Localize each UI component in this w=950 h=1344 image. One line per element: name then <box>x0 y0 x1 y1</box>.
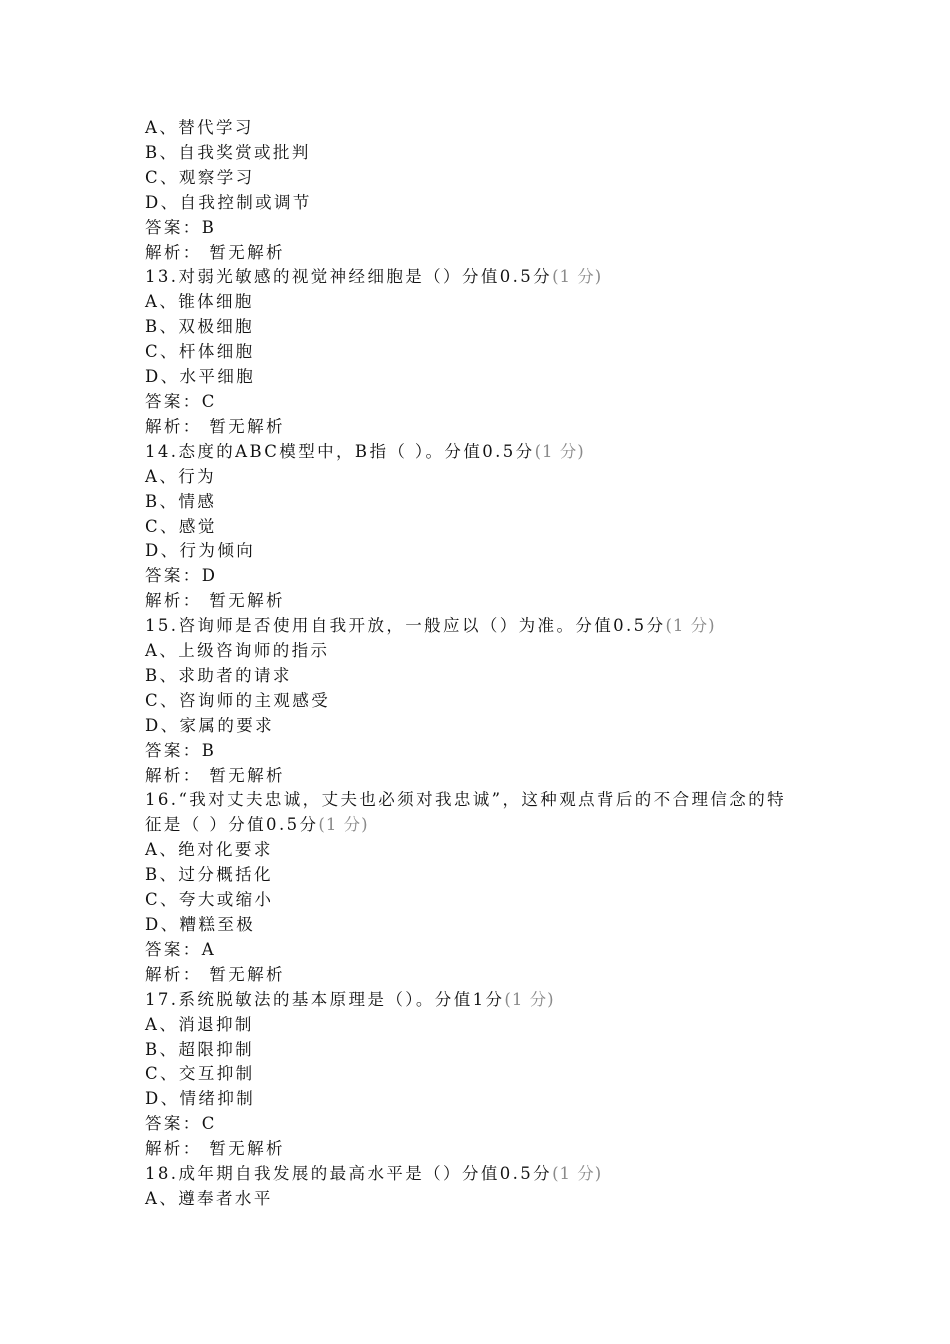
stem-text: 征是（ ）分值0.5分 <box>145 815 319 835</box>
score-label: (1 分) <box>534 441 585 461</box>
option-d: D、行为倾向 <box>145 541 256 561</box>
option-a: A、绝对化要求 <box>145 840 273 860</box>
answer: 答案：B <box>145 217 217 237</box>
option-b: B、超限抑制 <box>145 1039 255 1059</box>
score-label: (1 分) <box>504 989 555 1009</box>
question-15 <box>145 614 825 788</box>
option-a: A、行为 <box>145 466 217 486</box>
option-c: C、交互抑制 <box>145 1064 255 1084</box>
analysis: 解析： 暂无解析 <box>145 242 285 262</box>
question-stem <box>145 440 825 465</box>
question-stem <box>145 614 825 639</box>
score-label: (1 分) <box>552 1164 603 1184</box>
option-d: D、自我控制或调节 <box>145 192 312 212</box>
analysis: 解析： 暂无解析 <box>145 765 285 785</box>
option-a: A、遵奉者水平 <box>145 1188 273 1208</box>
analysis: 解析： 暂无解析 <box>145 1139 285 1159</box>
stem-text: 18.成年期自我发展的最高水平是（）分值0.5分 <box>145 1164 553 1184</box>
option-c: C、观察学习 <box>145 167 255 187</box>
option-c: C、杆体细胞 <box>145 342 255 362</box>
question-18 <box>145 1162 825 1212</box>
question-12 <box>145 116 825 265</box>
option-a: A、锥体细胞 <box>145 292 254 312</box>
score-label: (1 分) <box>665 616 716 636</box>
option-b: B、自我奖赏或批判 <box>145 142 311 162</box>
option-c: C、感觉 <box>145 516 217 536</box>
analysis: 解析： 暂无解析 <box>145 591 285 611</box>
question-stem-line-1: 16.“我对丈夫忠诚，丈夫也必须对我忠诚”，这种观点背后的不合理信念的特 <box>145 790 787 810</box>
answer: 答案：A <box>145 939 217 959</box>
option-d: D、糟糕至极 <box>145 915 256 934</box>
answer: 答案：C <box>145 1114 217 1134</box>
analysis: 解析： 暂无解析 <box>145 964 285 984</box>
stem-text: 17.系统脱敏法的基本原理是（）。分值1分 <box>145 989 505 1009</box>
question-16 <box>145 788 825 987</box>
score-label: (1 分) <box>552 267 603 287</box>
option-d: D、水平细胞 <box>145 367 256 387</box>
option-c: C、夸大或缩小 <box>145 890 274 910</box>
option-b: B、求助者的请求 <box>145 665 292 685</box>
stem-text: 13.对弱光敏感的视觉神经细胞是（）分值0.5分 <box>145 267 553 287</box>
question-13 <box>145 265 825 439</box>
stem-text: 15.咨询师是否使用自我开放，一般应以（）为准。分值0.5分 <box>145 616 666 636</box>
question-14 <box>145 440 825 614</box>
option-a: A、消退抑制 <box>145 1014 254 1034</box>
stem-text: 14.态度的ABC模型中，B指（ ）。分值0.5分 <box>145 441 535 461</box>
question-stem <box>145 988 825 1013</box>
option-c: C、咨询师的主观感受 <box>145 690 331 710</box>
exam-document <box>145 116 825 1212</box>
question-stem <box>145 1162 825 1187</box>
answer: 答案：B <box>145 740 217 760</box>
option-b: B、情感 <box>145 491 217 511</box>
question-17 <box>145 988 825 1162</box>
option-b: B、过分概括化 <box>145 865 273 885</box>
option-a: A、上级咨询师的指示 <box>145 641 330 661</box>
answer: 答案：C <box>145 391 217 411</box>
answer: 答案：D <box>145 566 218 586</box>
question-stem-line-2 <box>145 813 825 838</box>
analysis: 解析： 暂无解析 <box>145 416 285 436</box>
option-d: D、家属的要求 <box>145 715 275 735</box>
question-stem <box>145 265 825 290</box>
score-label: (1 分) <box>318 815 369 835</box>
option-b: B、双极细胞 <box>145 317 255 337</box>
option-a: A、替代学习 <box>145 118 254 137</box>
option-d: D、情绪抑制 <box>145 1089 256 1109</box>
